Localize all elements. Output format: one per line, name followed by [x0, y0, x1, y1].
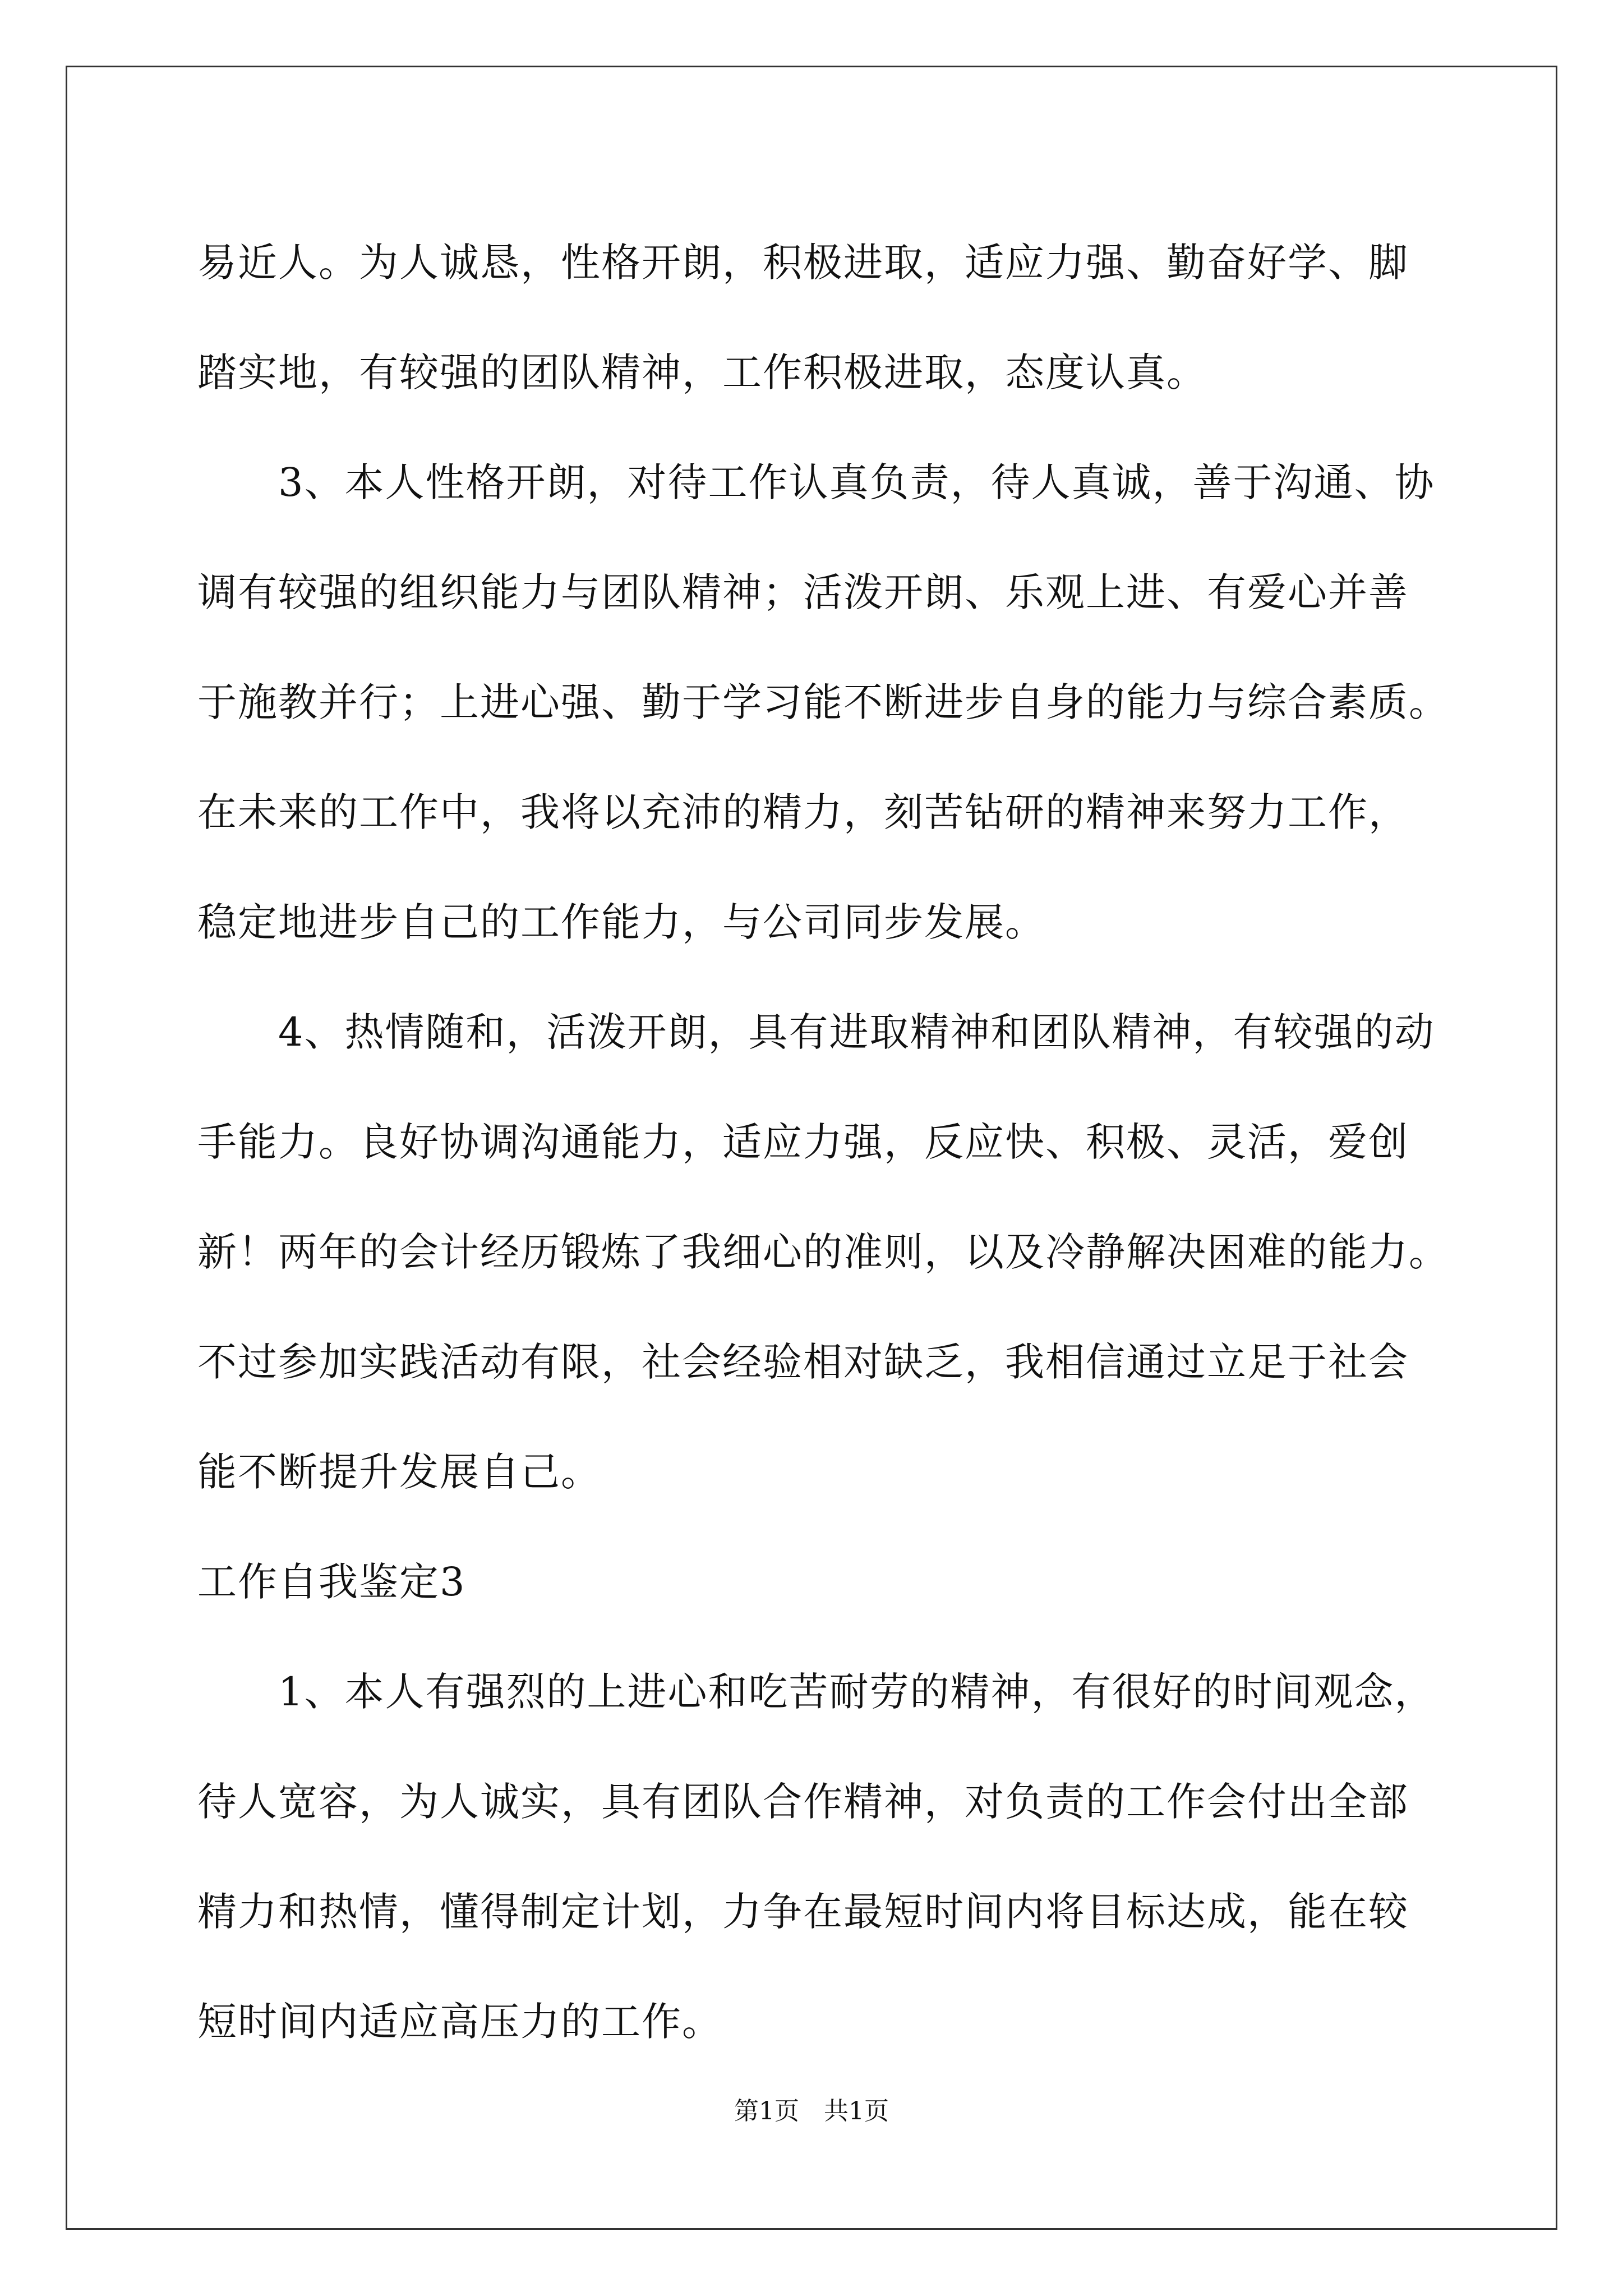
text-line: 3、本人性格开朗，对待工作认真负责，待人真诚，善于沟通、协 — [197, 459, 1435, 505]
page-number-total: 共1页 — [824, 2097, 889, 2125]
text-line: 于施教并行；上进心强、勤于学习能不断进步自身的能力与综合素质。 — [197, 679, 1449, 725]
text-line: 新！两年的会计经历锻炼了我细心的准则，以及冷静解决困难的能力。 — [197, 1229, 1449, 1275]
page-number-current: 第1页 — [734, 2097, 799, 2125]
page-footer — [0, 2091, 1623, 2127]
text-line: 待人宽容，为人诚实，具有团队合作精神，对负责的工作会付出全部 — [197, 1779, 1409, 1825]
text-line: 稳定地进步自己的工作能力，与公司同步发展。 — [197, 899, 1045, 945]
text-line: 踏实地，有较强的团队精神，工作积极进取，态度认真。 — [197, 349, 1207, 395]
text-line: 不过参加实践活动有限，社会经验相对缺乏，我相信通过立足于社会 — [197, 1339, 1409, 1385]
text-line: 调有较强的组织能力与团队精神；活泼开朗、乐观上进、有爱心并善 — [197, 569, 1409, 615]
text-line: 易近人。为人诚恳，性格开朗，积极进取，适应力强、勤奋好学、脚 — [197, 240, 1409, 286]
text-line: 能不断提升发展自己。 — [197, 1449, 601, 1495]
document-body — [197, 208, 1449, 2077]
text-line: 短时间内适应高压力的工作。 — [197, 1999, 722, 2045]
section-heading: 工作自我鉴定3 — [197, 1559, 466, 1605]
text-line: 精力和热情，懂得制定计划，力争在最短时间内将目标达成，能在较 — [197, 1889, 1409, 1935]
text-line: 手能力。良好协调沟通能力，适应力强，反应快、积极、灵活，爱创 — [197, 1119, 1409, 1165]
text-line: 在未来的工作中，我将以充沛的精力，刻苦钻研的精神来努力工作， — [197, 789, 1409, 835]
text-line: 1、本人有强烈的上进心和吃苦耐劳的精神，有很好的时间观念， — [197, 1669, 1435, 1715]
text-line: 4、热情随和，活泼开朗，具有进取精神和团队精神，有较强的动 — [197, 1009, 1435, 1055]
